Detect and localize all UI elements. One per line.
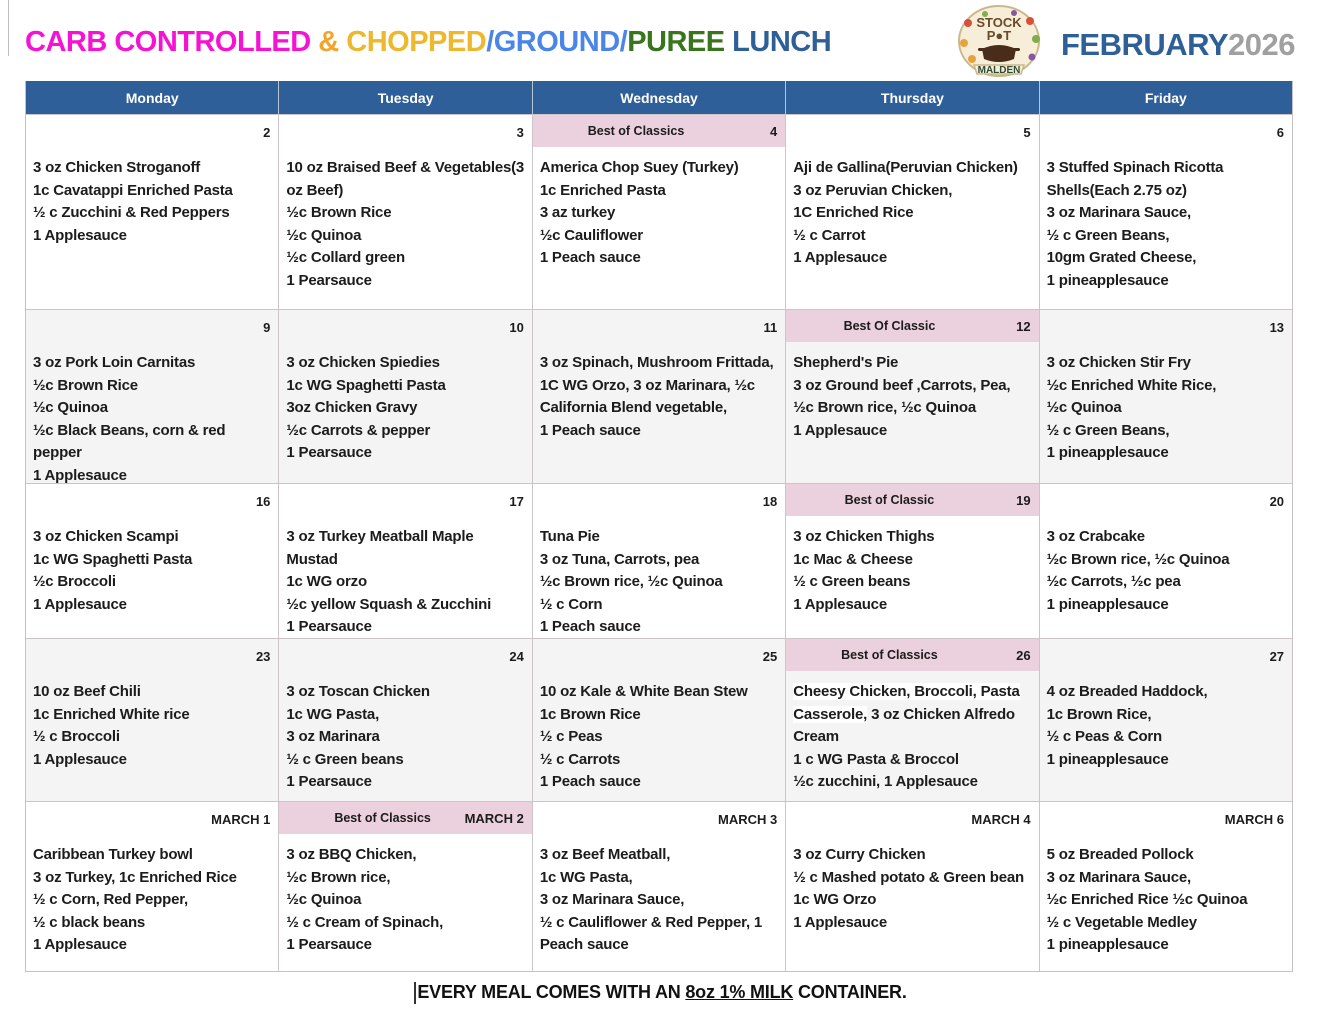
menu-line: 10 oz Kale & White Bean Stew xyxy=(539,683,748,700)
menu-line: ½ c Green beans xyxy=(793,573,911,590)
menu-items xyxy=(786,834,1038,938)
cell-day-row xyxy=(26,117,278,147)
menu-items xyxy=(1040,834,1292,961)
menu-line: ½ c Cauliflower & Red Pepper, 1 Peach sauce xyxy=(539,913,763,953)
menu-line: 3 oz Toscan Chicken xyxy=(286,683,430,700)
menu-items xyxy=(533,671,785,798)
menu-line: 1 Pearsauce xyxy=(286,936,372,953)
menu-items xyxy=(279,671,531,798)
calendar-cell xyxy=(533,115,786,309)
menu-line: 3 oz Pork Loin Carnitas xyxy=(33,354,196,371)
menu-line: ½ c Green beans xyxy=(286,750,404,768)
calendar-grid xyxy=(26,114,1292,971)
highlighted-text: Cheesy Chicken, Broccoli, Pasta Casserole, xyxy=(793,683,1020,723)
day-number: 24 xyxy=(509,648,524,664)
menu-line: 3 oz Marinara Sauce, xyxy=(1046,204,1192,221)
calendar-cell xyxy=(786,639,1039,801)
menu-items xyxy=(26,516,278,620)
menu-line: ½c Brown rice, xyxy=(286,868,391,886)
menu-line: ½ c Vegetable Medley xyxy=(1046,913,1197,931)
menu-line: 1 pineapplesauce xyxy=(1046,750,1169,768)
cell-day-row xyxy=(1040,641,1292,671)
cell-day-row xyxy=(1040,486,1292,516)
week-row xyxy=(26,309,1292,483)
cell-day-row xyxy=(279,641,531,671)
calendar-cell xyxy=(1040,310,1292,483)
calendar-cell xyxy=(533,310,786,483)
menu-line: 1 Applesauce xyxy=(33,750,127,768)
cell-day-row xyxy=(786,804,1038,834)
day-header-row xyxy=(26,81,1292,114)
menu-line: Shepherd's Pie xyxy=(793,354,899,371)
menu-line: ½ c Zucchini & Red Peppers xyxy=(33,204,230,221)
menu-items xyxy=(1040,147,1292,296)
calendar-cell xyxy=(533,484,786,638)
menu-line: ½ c Broccoli xyxy=(33,728,120,745)
day-number: MARCH 1 xyxy=(211,811,271,827)
calendar-cell xyxy=(786,115,1039,309)
menu-line: 1c WG Spaghetti Pasta xyxy=(286,376,446,394)
day-number: MARCH 6 xyxy=(1224,811,1285,827)
day-number: 6 xyxy=(1276,124,1285,140)
menu-items xyxy=(533,516,785,638)
svg-text:P●T: P●T xyxy=(986,28,1012,43)
menu-items xyxy=(279,516,531,638)
menu-line: 3 oz Curry Chicken xyxy=(793,846,926,863)
day-number: 16 xyxy=(255,493,271,509)
menu-line: 1 Applesauce xyxy=(793,595,887,613)
menu-line: 1 Pearsauce xyxy=(286,618,372,635)
menu-line: ½c Cauliflower xyxy=(539,226,643,244)
calendar-cell xyxy=(1040,802,1292,971)
menu-items xyxy=(26,147,278,251)
best-of-classics-banner xyxy=(533,115,785,147)
menu-line: 1 pineapplesauce xyxy=(1046,595,1169,613)
calendar-cell xyxy=(279,310,532,483)
title-part: LUNCH xyxy=(724,26,832,58)
best-of-classics-banner xyxy=(786,639,1038,671)
week-row xyxy=(26,638,1292,801)
menu-items xyxy=(279,342,531,469)
menu-line: ½ c black beans xyxy=(33,913,146,931)
cell-day-row xyxy=(1040,804,1292,834)
menu-line: 3 oz Chicken Spiedies xyxy=(286,354,440,371)
menu-line: ½c Quinoa xyxy=(286,891,362,908)
day-number: MARCH 2 xyxy=(464,810,524,826)
menu-line: 1c Brown Rice, xyxy=(1046,705,1152,723)
menu-line: ½ c Peas & Corn xyxy=(1046,728,1163,745)
title-part: CARB CONTROLLED xyxy=(25,26,311,58)
day-header: Friday xyxy=(1144,89,1187,106)
menu-items xyxy=(279,147,531,296)
day-number: MARCH 3 xyxy=(717,811,778,827)
menu-line: 1 Applesauce xyxy=(33,226,127,244)
menu-items xyxy=(533,147,785,274)
best-of-classics-banner xyxy=(279,802,531,834)
menu-line: 1 pineapplesauce xyxy=(1046,936,1169,953)
menu-line: 4 oz Breaded Haddock, xyxy=(1046,683,1208,700)
menu-line: 3 oz Chicken Thighs xyxy=(793,528,935,545)
day-number: 2 xyxy=(263,124,271,140)
calendar-cell xyxy=(533,639,786,801)
menu-line: 3 oz BBQ Chicken, xyxy=(286,846,417,863)
menu-line: 1c Mac & Cheese xyxy=(793,550,913,568)
menu-line: 3 oz Marinara Sauce, xyxy=(539,891,685,908)
svg-text:STOCK: STOCK xyxy=(976,15,1022,30)
menu-line: 3 oz Crabcake xyxy=(1046,528,1145,545)
menu-line: 3oz Chicken Gravy xyxy=(286,399,418,416)
footer-note xyxy=(0,982,1321,1004)
menu-items xyxy=(786,342,1038,446)
menu-line: ½ c Green Beans, xyxy=(1046,421,1170,439)
menu-line: 1 Applesauce xyxy=(33,466,127,483)
menu-line: 1 Applesauce xyxy=(793,913,887,931)
menu-line: 10 oz Braised Beef & Vegetables(3 oz Beef) xyxy=(286,159,525,199)
menu-line: ½c Carrots, ½c pea xyxy=(1046,573,1181,590)
day-number: 12 xyxy=(1016,318,1031,334)
calendar-cell xyxy=(533,802,786,971)
cell-day-row xyxy=(279,486,531,516)
week-row xyxy=(26,114,1292,309)
day-header: Wednesday xyxy=(533,81,786,114)
footer-text-before: EVERY MEAL COMES WITH AN xyxy=(417,982,686,1002)
menu-line: 1c WG Spaghetti Pasta xyxy=(33,550,193,568)
menu-line: 3 oz Turkey Meatball Maple Mustad xyxy=(286,528,474,568)
menu-items xyxy=(26,671,278,775)
menu-items xyxy=(533,342,785,446)
calendar-cell xyxy=(26,310,279,483)
menu-line: 1c Enriched Pasta xyxy=(539,181,666,199)
menu-line: 1 Peach sauce xyxy=(539,249,641,266)
menu-line: ½ c Corn xyxy=(539,595,603,613)
menu-line: ½c Collard green xyxy=(286,249,405,266)
banner-label: Best of Classics xyxy=(841,648,938,662)
day-number: 20 xyxy=(1269,493,1285,509)
day-header: Thursday xyxy=(786,81,1039,114)
menu-line: 1c Cavatappi Enriched Pasta xyxy=(33,181,233,199)
menu-line: 3 az turkey xyxy=(539,204,616,221)
day-number: 3 xyxy=(516,124,524,140)
menu-line: ½c Brown rice, ½c Quinoa xyxy=(793,399,976,416)
menu-line: ½c Quinoa xyxy=(1046,399,1122,416)
menu-line: 1c Brown Rice xyxy=(539,705,641,723)
menu-line: 1 Applesauce xyxy=(33,936,127,953)
cell-day-row xyxy=(26,312,278,342)
menu-line: ½ c Carrots xyxy=(539,750,621,768)
menu-line: 3 oz Beef Meatball, xyxy=(539,846,671,863)
menu-line: ½c Carrots & pepper xyxy=(286,421,431,439)
menu-items xyxy=(1040,516,1292,620)
banner-label: Best Of Classic xyxy=(843,319,936,333)
day-header: Tuesday xyxy=(279,81,532,114)
menu-line: 3 oz Turkey, 1c Enriched Rice xyxy=(33,868,237,886)
menu-items xyxy=(1040,342,1292,469)
month-label xyxy=(1061,27,1295,63)
banner-label: Best of Classics xyxy=(334,811,431,825)
calendar-cell xyxy=(26,639,279,801)
calendar-cell xyxy=(1040,484,1292,638)
menu-line: ½c Brown Rice xyxy=(33,376,138,394)
cell-day-row xyxy=(533,486,785,516)
footer-text-after: CONTAINER. xyxy=(793,982,907,1002)
menu-line: 1c Enriched White rice xyxy=(33,705,190,723)
menu-line: Aji de Gallina(Peruvian Chicken) xyxy=(793,159,1018,176)
logo-malden-text: MALDEN xyxy=(977,65,1021,76)
calendar-cell xyxy=(786,310,1039,483)
menu-line: 3 oz Peruvian Chicken, xyxy=(793,181,953,199)
calendar-cell xyxy=(786,802,1039,971)
cell-day-row xyxy=(26,486,278,516)
menu-line: 1 Pearsauce xyxy=(286,773,372,790)
day-header: Monday xyxy=(26,81,279,114)
day-number: 23 xyxy=(255,648,271,664)
cell-day-row xyxy=(786,117,1038,147)
menu-line: ½ c Peas xyxy=(539,728,603,745)
title-part: PUREE xyxy=(627,26,725,58)
calendar-table xyxy=(25,81,1293,972)
menu-items xyxy=(26,834,278,961)
menu-line: ½c zucchini, 1 Applesauce xyxy=(793,773,978,790)
cell-day-row xyxy=(533,804,785,834)
month-name: FEBRUARY xyxy=(1060,27,1229,62)
day-number: 4 xyxy=(769,123,778,139)
best-of-classics-banner xyxy=(786,310,1038,342)
menu-line: 1 Applesauce xyxy=(793,249,887,266)
cell-day-row xyxy=(533,312,785,342)
cell-day-row xyxy=(1040,312,1292,342)
menu-items xyxy=(26,342,278,483)
menu-line: 3 oz Spinach, Mushroom Frittada, 1C WG Orzo, 3 oz Marinara, ½c California Blend vegetable, xyxy=(539,354,774,416)
calendar-cell xyxy=(1040,639,1292,801)
menu-line: 5 oz Breaded Pollock xyxy=(1046,846,1194,863)
menu-line: 3 oz Chicken Stroganoff xyxy=(33,159,201,176)
menu-line: ½c Enriched White Rice, xyxy=(1046,376,1217,394)
menu-line: 1 Applesauce xyxy=(33,595,127,613)
calendar-cell xyxy=(1040,115,1292,309)
menu-line: 3 oz Chicken Scampi xyxy=(33,528,179,545)
menu-line: ½c Brown rice, ½c Quinoa xyxy=(539,573,723,590)
menu-line: ½ c Carrot xyxy=(793,226,866,244)
calendar-cell xyxy=(26,115,279,309)
calendar-cell xyxy=(279,639,532,801)
day-number: 27 xyxy=(1269,648,1285,664)
cell-day-row xyxy=(279,312,531,342)
calendar-cell xyxy=(279,484,532,638)
stockpot-logo-graphic xyxy=(952,5,1046,79)
menu-line: 1 Applesauce xyxy=(793,421,887,439)
menu-line: ½c Brown Rice xyxy=(286,204,392,221)
menu-line: America Chop Suey (Turkey) xyxy=(539,159,739,176)
day-number: MARCH 4 xyxy=(971,811,1031,827)
week-row xyxy=(26,801,1292,971)
menu-line: ½c Black Beans, corn & red pepper xyxy=(33,421,226,461)
menu-line: 10gm Grated Cheese, xyxy=(1046,249,1197,266)
menu-items xyxy=(786,671,1038,798)
menu-items xyxy=(786,147,1038,274)
title-part: CHOPPED xyxy=(346,26,487,58)
day-number: 9 xyxy=(263,319,271,335)
menu-line: ½c Quinoa xyxy=(33,399,108,416)
banner-label: Best of Classics xyxy=(587,124,685,138)
menu-line: Caribbean Turkey bowl xyxy=(33,846,193,863)
menu-line: 1c WG orzo xyxy=(286,573,367,590)
menu-line: ½c Broccoli xyxy=(33,573,116,590)
menu-line: 1 c WG Pasta & Broccol xyxy=(793,750,959,768)
menu-line: ½c yellow Squash & Zucchini xyxy=(286,595,492,613)
menu-line: Tuna Pie xyxy=(539,528,600,545)
day-number: 11 xyxy=(763,319,778,335)
day-number: 18 xyxy=(762,493,778,509)
menu-line: 3 oz Tuna, Carrots, pea xyxy=(539,550,700,568)
menu-line: 3 oz Chicken Stir Fry xyxy=(1046,354,1191,371)
menu-items xyxy=(1040,671,1292,775)
menu-line: 1 Pearsauce xyxy=(286,444,372,461)
day-number: 5 xyxy=(1023,124,1031,140)
title-part: & xyxy=(310,26,347,58)
menu-line: ½ c Green Beans, xyxy=(1046,226,1170,244)
calendar-cell xyxy=(279,115,532,309)
calendar-cell xyxy=(26,802,279,971)
day-number: 13 xyxy=(1269,319,1285,335)
footer-milk-underlined: 8oz 1% MILK xyxy=(685,982,794,1002)
day-number: 25 xyxy=(762,648,778,664)
menu-line: 1 pineapplesauce xyxy=(1046,444,1169,461)
menu-line: 3 Stuffed Spinach Ricotta Shells(Each 2.75 oz) xyxy=(1046,159,1224,199)
menu-line: 1 Peach sauce xyxy=(539,773,641,790)
menu-line: 1 Peach sauce xyxy=(539,421,641,439)
menu-line: Cheesy Chicken, Broccoli, Pasta Casserole, 3 oz Chicken Alfredo Cream xyxy=(793,683,1020,745)
cell-day-row xyxy=(1040,117,1292,147)
calendar-cell xyxy=(786,484,1039,638)
menu-line: ½c Brown rice, ½c Quinoa xyxy=(1046,550,1230,568)
menu-line: 3 oz Marinara xyxy=(286,728,380,745)
menu-line: ½ c Mashed potato & Green bean xyxy=(793,868,1024,886)
day-number: 19 xyxy=(1016,492,1031,508)
menu-line: 3 oz Marinara Sauce, xyxy=(1046,868,1192,886)
cell-day-row xyxy=(26,804,278,834)
stockpot-logo xyxy=(952,5,1046,79)
cell-day-row xyxy=(26,641,278,671)
menu-line: 1c WG Orzo xyxy=(793,891,877,908)
menu-line: 1C Enriched Rice xyxy=(793,204,914,221)
title-part: /GROUND/ xyxy=(486,26,628,58)
menu-line: 1 Pearsauce xyxy=(286,271,372,289)
menu-line: 1c WG Pasta, xyxy=(539,868,633,886)
menu-line: ½c Enriched Rice ½c Quinoa xyxy=(1046,891,1248,908)
best-of-classics-banner xyxy=(786,484,1038,516)
menu-line: 3 oz Ground beef ,Carrots, Pea, xyxy=(793,376,1011,394)
menu-line: 1 Peach sauce xyxy=(539,618,641,635)
month-year: 2026 xyxy=(1228,27,1295,62)
menu-items xyxy=(279,834,531,961)
page-title xyxy=(25,26,831,59)
day-number: 26 xyxy=(1016,647,1031,663)
calendar-cell xyxy=(26,484,279,638)
day-number: 10 xyxy=(509,319,524,335)
menu-items xyxy=(786,516,1038,620)
day-number: 17 xyxy=(509,493,524,509)
menu-line: ½c Quinoa xyxy=(286,226,362,244)
page-edge-line xyxy=(8,0,9,56)
calendar-cell xyxy=(279,802,532,971)
menu-line: 1 pineapplesauce xyxy=(1046,271,1169,289)
week-row xyxy=(26,483,1292,638)
menu-line: ½ c Cream of Spinach, xyxy=(286,913,444,931)
cell-day-row xyxy=(279,117,531,147)
cell-day-row xyxy=(533,641,785,671)
banner-label: Best of Classic xyxy=(844,493,935,507)
menu-line: ½ c Corn, Red Pepper, xyxy=(33,891,189,908)
menu-line: 10 oz Beef Chili xyxy=(33,683,141,700)
menu-line: 1c WG Pasta, xyxy=(286,705,380,723)
menu-items xyxy=(533,834,785,961)
